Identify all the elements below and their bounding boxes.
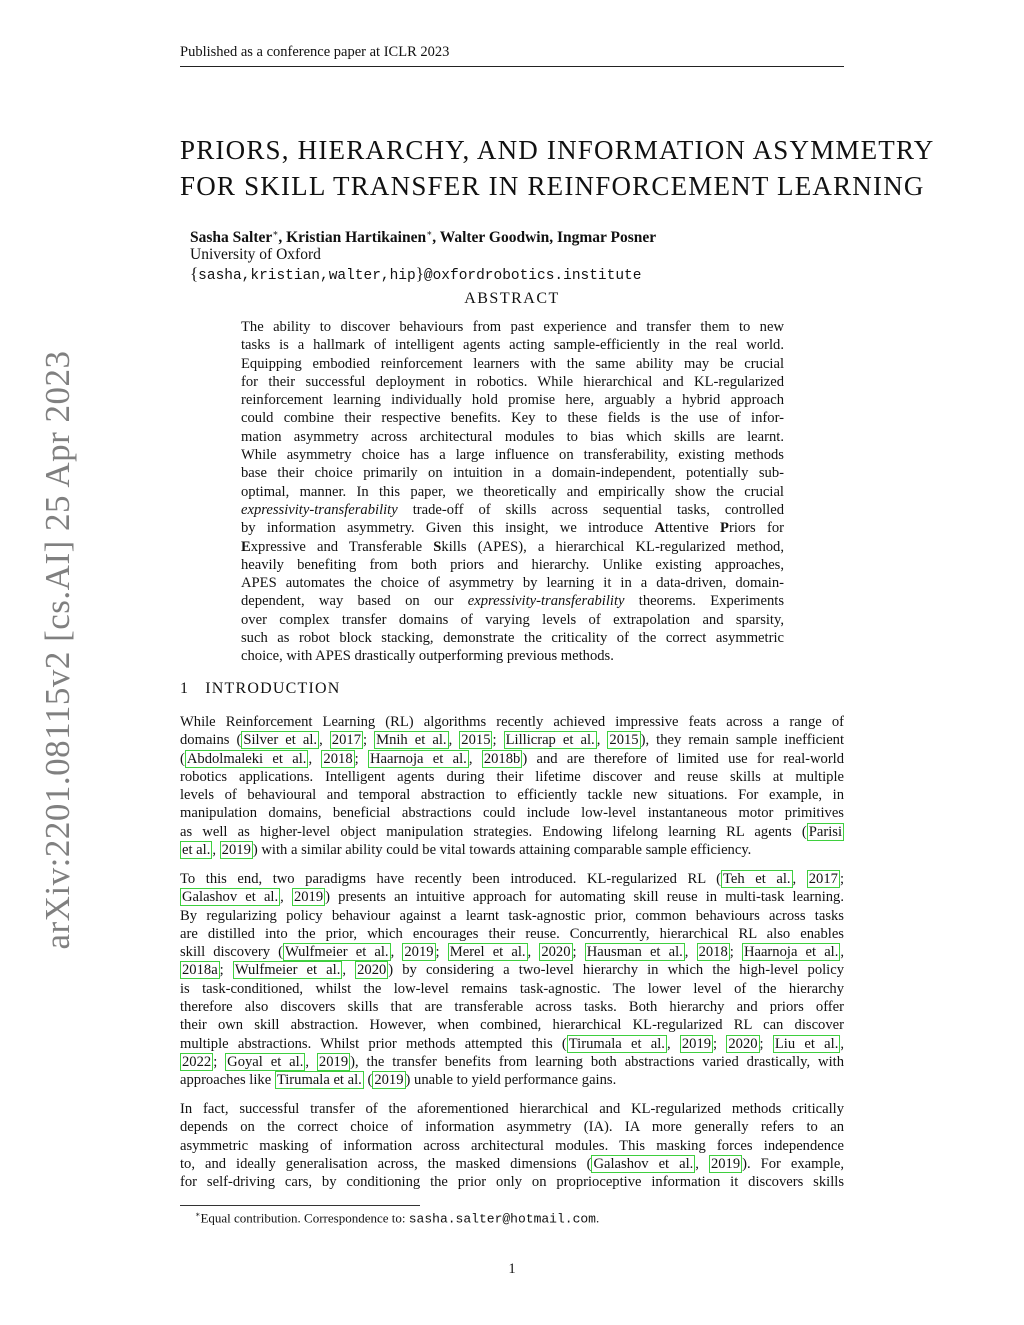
text-line: By regularizing policy behaviour against a learnt task-agnostic prior, common behaviours across tasks	[180, 907, 844, 924]
intro-paragraph	[180, 870, 844, 1090]
correspondence-email[interactable]: sasha.salter@hotmail.com	[408, 1211, 596, 1227]
header-rule	[180, 66, 844, 67]
text-line: are distilled into the prior, which encourages their reuse. Concurrently, hierarchical RL also enables	[180, 925, 844, 942]
abstract-heading: ABSTRACT	[464, 290, 560, 307]
citation-link[interactable]: 2019	[374, 1072, 404, 1089]
citation-link[interactable]: 2015	[461, 732, 491, 749]
page-number: 1	[508, 1261, 516, 1277]
citation-link[interactable]: 2015	[609, 732, 639, 749]
abstract-line: base their choice primarily on intuition in a domain-independent, potentially sub-	[241, 465, 784, 482]
citation-link[interactable]: Liu et al.	[774, 1035, 839, 1052]
abstract-line: heavily benefiting from both priors and hierarchy. Unlike existing approaches,	[241, 556, 784, 573]
section-number: 1	[180, 680, 190, 697]
citation-link[interactable]: 2020	[357, 962, 387, 979]
section-title: INTRODUCTION	[205, 680, 341, 697]
citation-link[interactable]: Parisi	[808, 823, 842, 840]
text-line: depends on the correct choice of information asymmetry (IA). IA more generally refers to an	[180, 1119, 844, 1136]
citation-link[interactable]: 2019	[293, 889, 324, 906]
author-name: Walter Goodwin, Ingmar Posner	[439, 229, 657, 247]
abstract-line: reinforcement learning individually hold promise here, arguably a hybrid approach	[241, 392, 784, 409]
equal-contribution-mark: ∗	[272, 228, 279, 238]
citation-link[interactable]: 2018	[323, 750, 353, 767]
author-list: Sasha Salter∗, Kristian Hartikainen∗, Walter Goodwin, Ingmar Posner	[190, 228, 657, 247]
citation-link[interactable]: 2019	[710, 1155, 741, 1172]
text-line: 2018a ; Wulfmeier et al. , 2020 ) by considering a two-level hierarchy in which the high-level policy	[182, 962, 844, 979]
text-line: 2022 ; Goyal et al. , 2019 ), the transfer benefits from learning both abstractions varied drastically, with	[182, 1053, 845, 1070]
intro-paragraph	[180, 1100, 844, 1191]
text-line: robotics applications. Intelligent agents during their lifetime discover and reuse skills at multiple	[180, 768, 844, 785]
abstract-line: by information asymmetry. Given this insight, we introduce Attentive Priors for	[241, 520, 784, 537]
text-line: therefore also discovers skills that are transferable across tasks. Both hierarchy and priors offer	[180, 999, 844, 1016]
text-line: domains ( Silver et al. , 2017 ; Mnih et al. , 2015 ; Lillicrap et al. , 2015 ), they remain sample inefficient	[180, 732, 845, 749]
running-header: Published as a conference paper at ICLR 2023	[180, 44, 450, 60]
citation-link[interactable]: 2018	[698, 944, 728, 961]
abstract-line: optimal, manner. In this paper, we theoretically and empirically show the crucial	[241, 483, 784, 500]
citation-link[interactable]: Tirumala et al.	[568, 1035, 665, 1052]
citation-link[interactable]: 2019	[318, 1053, 349, 1070]
abstract-line: choice, with APES drastically outperforming previous methods.	[241, 648, 614, 665]
citation-link[interactable]: Merel et al.	[449, 944, 526, 961]
footnote: ∗Equal contribution. Correspondence to: sasha.salter@hotmail.com.	[195, 1210, 600, 1227]
citation-link[interactable]: et al.	[182, 842, 211, 859]
citation-link[interactable]: Teh et al.	[723, 871, 791, 887]
author-name: Kristian Hartikainen	[286, 229, 427, 247]
abstract-line: expressivity-transferability trade-off of skills across sequential tasks, controlled	[241, 501, 784, 518]
citation-link[interactable]: 2018b	[483, 750, 521, 767]
citation-link[interactable]: Goyal et al.	[227, 1053, 304, 1070]
citation-link[interactable]: Lillicrap et al.	[505, 732, 595, 749]
citation-link[interactable]: 2019	[404, 944, 434, 961]
citation-link[interactable]: 2022	[182, 1053, 212, 1070]
text-line: levels of behavioural and temporal abstraction to efficiently tackle new situations. For example, in	[180, 787, 844, 804]
text-line: skill discovery ( Wulfmeier et al. , 2019 ; Merel et al. , 2020 ; Hausman et al. , 2018 ; Haarnoja et al. ,	[180, 944, 845, 961]
citation-link[interactable]: Haarnoja et al.	[743, 944, 839, 961]
citation-link[interactable]: Haarnoja et al.	[370, 750, 467, 767]
abstract-line: over complex transfer domains of varying levels of extrapolation and sparsity,	[241, 611, 784, 628]
citation-link[interactable]: 2018a	[182, 962, 218, 979]
section-heading	[180, 680, 340, 698]
text-line: to, and ideally generalisation across, the masked dimensions ( Galashov et al. , 2019 ). For example,	[180, 1155, 844, 1172]
abstract-line: While asymmetry choice has a large influence on transferability, existing methods	[241, 447, 784, 464]
abstract-line: for their successful deployment in robotics. While hierarchical and KL-regularized	[241, 373, 784, 390]
abstract-line: APES automates the choice of asymmetry by learning it in a data-driven, domain-	[241, 575, 784, 592]
affiliation: University of Oxford	[190, 246, 321, 263]
citation-link[interactable]: Wulfmeier et al.	[284, 944, 389, 961]
citation-link[interactable]: 2017	[808, 871, 838, 887]
text-line: as well as higher-level object manipulation strategies. Endowing lifelong learning RL agents ( Parisi	[180, 823, 842, 840]
abstract-line: such as robot block stacking, demonstrate the criticality of the correct asymmetric	[241, 630, 784, 647]
abstract-line: The ability to discover behaviours from past experience and transfer them to new	[241, 319, 784, 335]
citation-link[interactable]: 2019	[221, 842, 251, 859]
author-name: Sasha Salter	[190, 229, 273, 247]
abstract-line: mation asymmetry across architectural modules to bias which skills are learnt.	[241, 428, 784, 445]
text-line: approaches like Tirumala et al. ( 2019 ) unable to yield performance gains.	[180, 1072, 617, 1089]
citation-link[interactable]: Galashov et al.	[593, 1155, 694, 1172]
paper-title	[180, 132, 935, 204]
citation-link[interactable]: Hausman et al.	[586, 944, 683, 961]
citation-link[interactable]: 2020	[541, 944, 571, 961]
citation-link[interactable]: 2017	[331, 732, 361, 749]
text-line: is task-conditioned, whilst the low-level remains task-agnostic. The lower level of the hierarchy	[180, 980, 844, 997]
text-line: In fact, successful transfer of the aforementioned hierarchical and KL-regularized methods critically	[180, 1101, 844, 1117]
abstract-line: Expressive and Transferable Skills (APES), a hierarchical KL-regularized method,	[241, 538, 784, 555]
citation-link[interactable]: Galashov et al.	[182, 889, 279, 906]
citation-link[interactable]: Silver et al.	[243, 732, 318, 749]
text-line: To this end, two paradigms have recently been introduced. KL-regularized RL ( Teh et al. , 2017 ;	[180, 871, 844, 887]
text-line: multiple abstractions. Whilst prior methods attempted this ( Tirumala et al. , 2019 ; 2020 ; Liu et al. ,	[180, 1035, 845, 1052]
footnote-mark: ∗	[195, 1210, 201, 1219]
abstract-line: dependent, way based on our expressivity-transferability theorems. Experiments	[241, 593, 785, 610]
text-line: manipulation domains, beneficial abstractions could include low-level instantaneous motor primitives	[180, 805, 844, 822]
citation-link[interactable]: Tirumala et al.	[276, 1072, 362, 1089]
intro-paragraph	[180, 713, 844, 859]
title-line: FOR SKILL TRANSFER IN REINFORCEMENT LEARNING	[180, 171, 925, 201]
text-line: asymmetric masking of information across architectural modules. This masking forces independence	[180, 1137, 844, 1154]
text-line: ( Abdolmaleki et al. , 2018 ; Haarnoja et al. , 2018b ) and are therefore of limited use for real-world	[180, 750, 845, 767]
text-line: et al. , 2019 ) with a similar ability could be vital towards attaining comparable sample efficiency.	[182, 842, 752, 859]
abstract-line: tasks is a hallmark of intelligent agents acting sample-efficiently in the real world.	[241, 337, 784, 354]
text-line: While Reinforcement Learning (RL) algorithms recently achieved impressive feats across a range of	[180, 714, 844, 730]
citation-link[interactable]: Wulfmeier et al.	[234, 962, 341, 979]
abstract-line: Equipping embodied reinforcement learners with the same ability may be crucial	[241, 355, 784, 372]
citation-link[interactable]: 2019	[681, 1035, 712, 1052]
equal-contribution-mark: ∗	[426, 228, 433, 238]
text-line: their own skill abstraction. However, when combined, hierarchical KL-regularized RL can discover	[180, 1017, 844, 1034]
abstract-line: could combine their respective benefits. Key to these fields is the use of infor-	[241, 410, 784, 427]
citation-link[interactable]: 2020	[728, 1035, 758, 1052]
abstract-body	[241, 318, 784, 666]
title-line: PRIORS, HIERARCHY, AND INFORMATION ASYMMETRY	[180, 135, 935, 165]
text-line: for self-driving cars, by conditioning the prior only on proprioceptive information it discovers skills	[180, 1174, 844, 1191]
footnote-rule	[180, 1205, 420, 1206]
text-line: Galashov et al. , 2019 ) presents an intuitive approach for automating skill reuse in multi-task learning.	[182, 889, 844, 906]
arxiv-identifier: arXiv:2201.08115v2 [cs.AI] 25 Apr 2023	[38, 350, 77, 950]
citation-link[interactable]: Abdolmaleki et al.	[186, 750, 307, 767]
author-emails: {sasha,kristian,walter,hip}@oxfordrobotics.institute	[190, 264, 642, 284]
citation-link[interactable]: Mnih et al.	[376, 732, 447, 749]
